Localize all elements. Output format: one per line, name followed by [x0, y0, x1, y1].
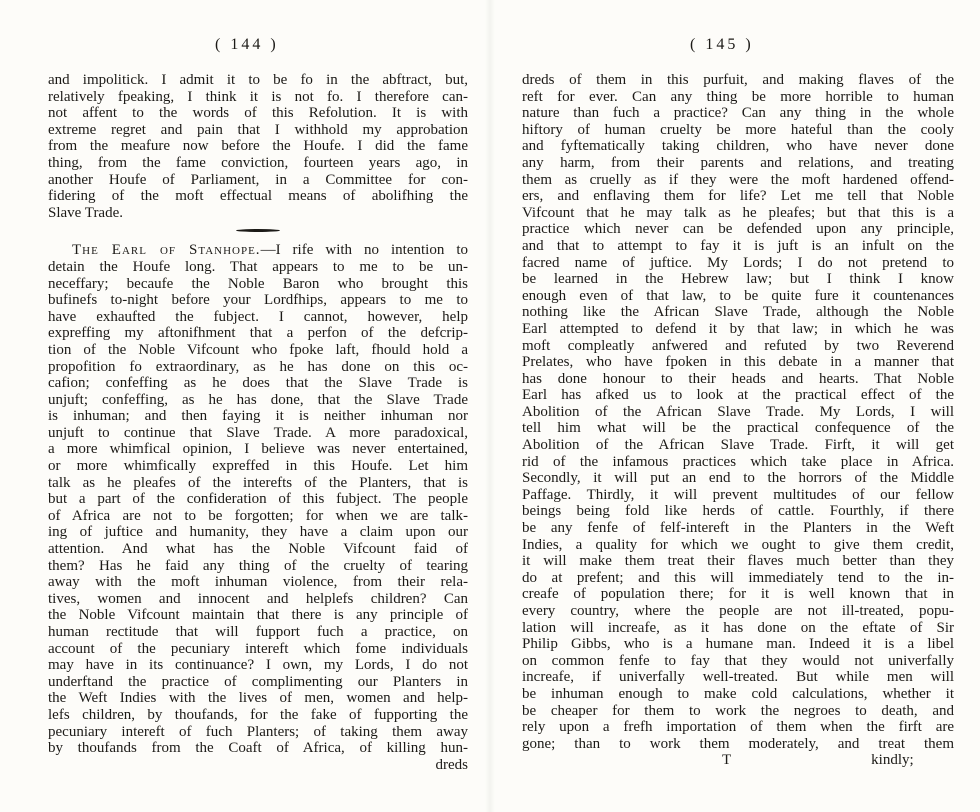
paragraph-1 — [48, 72, 468, 221]
text-line: reft for ever. Can any thing be more horrible to human — [522, 88, 954, 105]
catchword: kindly; — [871, 752, 914, 769]
text-line: and that to attempt to fay it is juft is an infult on the — [522, 237, 954, 254]
footer-line — [522, 752, 954, 769]
text-line: Secondly, it will put an end to the horrors of the Middle — [522, 470, 954, 487]
text-line: increafe, if univerfally well-treated. But while men will — [522, 669, 954, 686]
text-line: talk as he pleafes of the interefts of the Planters, that is — [48, 474, 468, 491]
left-text-column — [48, 72, 468, 773]
text-line: fidering of the moft effectual means of abolifhing the — [48, 188, 468, 205]
text-line: and impolitick. I admit it to be fo in the abftract, but, — [48, 72, 468, 88]
text-line: extreme regret and pain that I withhold my approbation — [48, 121, 468, 138]
text-line: away with the moft inhuman violence, from their rela- — [48, 574, 468, 591]
page-number: ( 144 ) — [215, 36, 279, 53]
text-line: account of the pecuniary intereft which fome individuals — [48, 640, 468, 657]
text-line: have exhaufted the fubject. I cannot, however, help — [48, 308, 468, 325]
text-line: unjuft; confeffing, as he has done, that the Slave Trade — [48, 391, 468, 408]
text-line: may have in its continuance? I own, my Lords, I do not — [48, 657, 468, 674]
page-number: ( 145 ) — [690, 36, 754, 53]
signature-mark: T — [722, 752, 732, 769]
text-line: of Africa are not to be forgotten; for when we are talk- — [48, 507, 468, 524]
text-line: rid of the infamous practices which take place in Africa. — [522, 453, 954, 470]
text-line: gone; than to work them moderately, and treat them — [522, 735, 954, 752]
text-line: it will make them treat their flaves much better than they — [522, 553, 954, 570]
text-line: but a part of the confideration of this fubject. The people — [48, 491, 468, 508]
text-line: detain the Houfe long. That appears to me to be un- — [48, 258, 468, 275]
speaker-name: The Earl of Stanhope. — [71, 242, 261, 259]
text-line: Paffage. Thirdly, it will prevent multitudes of our fellow — [522, 486, 954, 503]
text-line: them as cruelly as if they were the moft hardened offend- — [522, 171, 954, 188]
text-line: lefs children, by thoufands, for the fake of fupporting the — [48, 706, 468, 723]
text-line: nothing like the African Slave Trade, although the Noble — [522, 304, 954, 321]
text-line: be cheaper for them to work the negroes to death, and — [522, 702, 954, 719]
text-line: rely upon a frefh importation of them when the firft are — [522, 719, 954, 736]
text-line: be any fenfe of felf-intereft in the Planters in the Weft — [522, 520, 954, 537]
text-line: creafe of population there; for it is well known that in — [522, 586, 954, 603]
text-line: dreds of them in this purfuit, and making flaves of the — [522, 72, 954, 88]
text-line: facred name of juftice. My Lords; I do not pretend to — [522, 254, 954, 271]
text-line: be inhuman enough to make cold calculations, whether it — [522, 685, 954, 702]
text-line: propofition fo extraordinary, as he has done on this oc- — [48, 358, 468, 375]
text-line — [48, 242, 468, 259]
paragraph-3 — [522, 72, 954, 752]
text-line: the Noble Vifcount maintain that there is any principle of — [48, 607, 468, 624]
text-line: human rectitude that will fupport fuch a practice, on — [48, 624, 468, 640]
text-line: hiftory of human cruelty be more hateful than the cooly — [522, 121, 954, 138]
catchword: dreds — [435, 756, 468, 773]
text-line: attention. And what has the Noble Vifcount faid of — [48, 541, 468, 558]
text-line: beings being fold like herds of cattle. Fourthly, if there — [522, 503, 954, 520]
text-line: not affent to the words of this Refolution. It is with — [48, 105, 468, 122]
text-line: tell him what will be the practical confequence of the — [522, 420, 954, 437]
text-line: pecuniary intereft of fuch Planters; of taking them away — [48, 723, 468, 740]
text-line: nature than fuch a practice? Can any thing in the whole — [522, 105, 954, 122]
text-line: Prelates, who have fpoken in this debate in a manner that — [522, 354, 954, 371]
text-line: Earl has afked us to look at the practical effect of the — [522, 387, 954, 404]
text-line: every country, where the people are not ill-treated, popu- — [522, 603, 954, 619]
text-line: or more whimfically expreffed in this Houfe. Let him — [48, 458, 468, 475]
text-line: any harm, from their parents and relations, and treating — [522, 154, 954, 171]
text-line: another Houfe of Parliament, in a Committee for con- — [48, 171, 468, 188]
text-line: cafion; confeffing as he does that the Slave Trade is — [48, 375, 468, 392]
text-line: and fyftematically taking children, who have never done — [522, 138, 954, 155]
text-line: ing of juftice and humanity, they have a claim upon our — [48, 524, 468, 541]
section-rule — [236, 229, 280, 232]
text-line: moft compleatly anfwered and refuted by two Reverend — [522, 337, 954, 354]
text-line: do at prefent; and this will immediately tend to the in- — [522, 569, 954, 586]
text-line: lation will increafe, as it has done on the eftate of Sir — [522, 619, 954, 636]
text-line: by thoufands from the Coaft of Africa, of killing hun- — [48, 740, 468, 757]
text-line: from the meafure now before the Houfe. I did the fame — [48, 138, 468, 155]
text-line: underftand the practice of complimenting our Planters in — [48, 673, 468, 690]
text-line: tives, women and innocent and helplefs children? Can — [48, 590, 468, 607]
text-line: the Weft Indies with the lives of men, women and help- — [48, 690, 468, 707]
text-line: practice which never can be defended upon any principle, — [522, 221, 954, 238]
text-line: Vifcount that he may talk as he pleafes; but that this is a — [522, 204, 954, 221]
text-line: bufinefs to-night before your Lordfhips, appears to me to — [48, 292, 468, 309]
text-line: a more whimfical opinion, I believe was never entertained, — [48, 441, 468, 458]
text-line: enough even of that law, to be quite fure it countenances — [522, 287, 954, 304]
text-line: Abolition of the African Slave Trade. Firft, it will get — [522, 437, 954, 454]
text-line: expreffing my aftonifhment that a perfon of the defcrip- — [48, 325, 468, 342]
text-line: Indies, a quality for which we ought to give them credit, — [522, 536, 954, 553]
paragraph-2 — [48, 242, 468, 756]
text-line: Earl attempted to defend it by that law; in which he was — [522, 320, 954, 337]
text-line: Abolition of the African Slave Trade. My Lords, I will — [522, 403, 954, 420]
text-line: ers, and enflaving them for life? Let me tell that Noble — [522, 188, 954, 205]
text-line: is inhuman; and then faying it is neither inhuman nor — [48, 408, 468, 425]
text-line: thing, from the fame conviction, fourteen years ago, in — [48, 154, 468, 171]
text-line: unjuft to continue that Slave Trade. A more paradoxical, — [48, 424, 468, 441]
text-line: Philip Gibbs, who is a humane man. Indeed it is a libel — [522, 636, 954, 653]
text-line: them? Has he faid any thing of the cruelty of tearing — [48, 557, 468, 574]
text-line: has done honour to their heads and hearts. That Noble — [522, 370, 954, 387]
text-line: be learned in the Hebrew law; but I think I know — [522, 271, 954, 288]
text-line: relatively fpeaking, I think it is not fo. I therefore can- — [48, 88, 468, 105]
text-span: —I rife with no intention to — [260, 242, 468, 259]
right-text-column — [522, 72, 954, 769]
text-line: Slave Trade. — [48, 204, 123, 221]
text-line: tion of the Noble Vifcount who fpoke laft, fhould hold a — [48, 341, 468, 358]
text-line: neceffary; becaufe the Noble Baron who brought this — [48, 275, 468, 292]
right-page — [490, 0, 980, 812]
text-line: on common fenfe to fay that they would not univerfally — [522, 652, 954, 669]
